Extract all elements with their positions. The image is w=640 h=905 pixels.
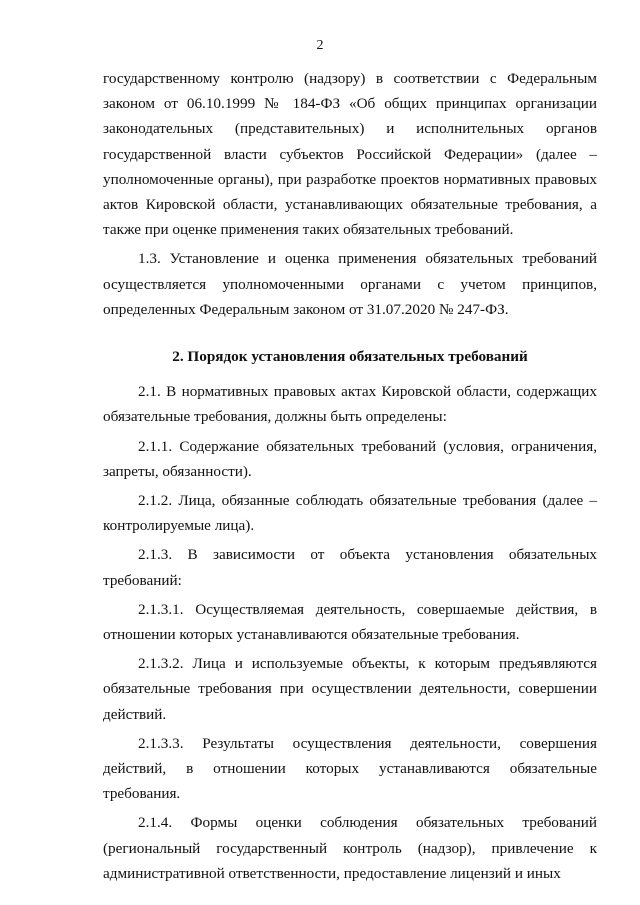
paragraph-2-1-3-1: 2.1.3.1. Осуществляемая деятельность, совершаемые действия, в отношении которых устанавливаются обязательные требования. — [103, 600, 597, 644]
paragraph-2-1-2: 2.1.2. Лица, обязанные соблюдать обязательные требования (далее – контролируемые лица). — [103, 492, 597, 535]
document-body — [103, 66, 597, 890]
paragraph-2-1-3: 2.1.3. В зависимости от объекта установления обязательных требований: — [103, 546, 597, 589]
paragraph-2-1-3-3: 2.1.3.3. Результаты осуществления деятельности, совершения действий, в отношении которых устанавливаются обязательные требования. — [103, 734, 597, 803]
section-heading: 2. Порядок установления обязательных требований — [172, 348, 528, 366]
paragraph-1-3: 1.3. Установление и оценка применения обязательных требований осуществляется уполномоченными органами с учетом принципов, определенных Федеральным законом от 31.07.2020 № 247-ФЗ. — [103, 250, 597, 318]
paragraph-2-1: 2.1. В нормативных правовых актах Кировской области, содержащих обязательные требования, должны быть определены: — [103, 383, 597, 426]
paragraph-continuation: государственному контролю (надзору) в соответствии с Федеральным законом от 06.10.1999 № 184-ФЗ «Об общих принципах организации законодательных (представительных) и исполнительных органов государственной власти субъектов Российской Федерации» (далее – уполномоченные органы), при разработке проектов нормативных правовых актов Кировской области, устанавливающих обязательные требования, а также при оценке применения таких обязательных требований. — [103, 70, 597, 239]
paragraph-2-1-4: 2.1.4. Формы оценки соблюдения обязательных требований (региональный государственный контроль (надзор), привлечение к административной ответственности, предоставление лицензий и иных — [103, 814, 597, 882]
paragraph-2-1-3-2: 2.1.3.2. Лица и используемые объекты, к которым предъявляются обязательные требования при осуществлении деятельности, совершении действий. — [103, 655, 597, 723]
page-number: 2 — [316, 38, 324, 53]
paragraph-2-1-1: 2.1.1. Содержание обязательных требований (условия, ограничения, запреты, обязанности). — [103, 437, 597, 480]
